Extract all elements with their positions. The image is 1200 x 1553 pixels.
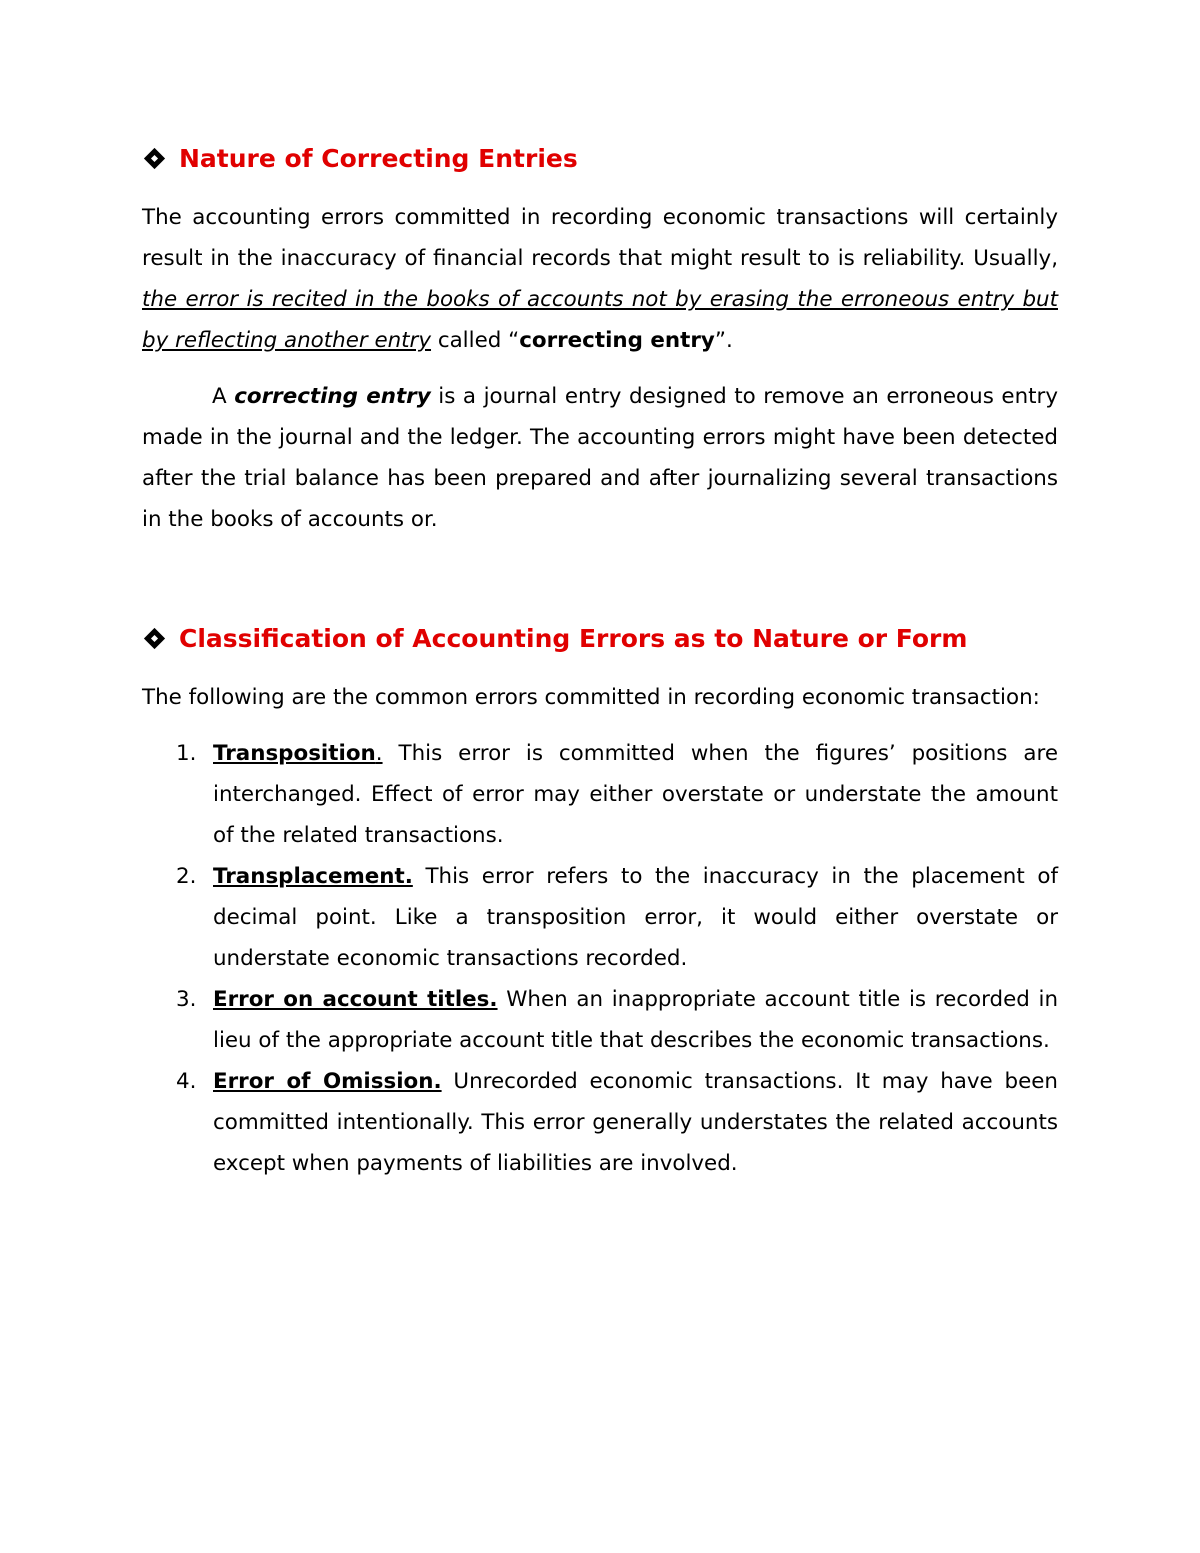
correcting-entry-term: correcting entry bbox=[234, 384, 431, 409]
error-term: Transplacement. bbox=[213, 864, 413, 889]
document-page bbox=[142, 138, 1058, 1184]
list-number: 1. bbox=[176, 741, 197, 766]
list-number: 2. bbox=[176, 864, 197, 889]
list-item bbox=[142, 1061, 1058, 1184]
error-description: This error refers to the inaccuracy in the placement of decimal point. Like a transposition error, it would either overstate or understate economic transactions recorded. bbox=[213, 864, 1058, 971]
heading-text: Nature of Correcting Entries bbox=[179, 143, 578, 173]
paragraph-nature-2: A correcting entry is a journal entry designed to remove an erroneous entry made in the journal and the ledger. The accounting errors might have been detected after the trial balance has been prepared and after journalizing several transactions in the books of accounts or. bbox=[142, 384, 1058, 532]
list-number: 4. bbox=[176, 1069, 197, 1094]
diamond-bullet-icon bbox=[144, 147, 165, 168]
section-heading-nature bbox=[142, 138, 1058, 178]
error-description: This error is committed when the figures’ positions are interchanged. Effect of error may either overstate or understate the amount of the related transactions. bbox=[213, 741, 1058, 848]
error-term: Error on account titles. bbox=[213, 987, 498, 1012]
list-item bbox=[142, 856, 1058, 979]
section-heading-classification bbox=[142, 618, 1058, 658]
list-number: 3. bbox=[176, 987, 197, 1012]
error-description: When an inappropriate account title is recorded in lieu of the appropriate account title that describes the economic transactions. bbox=[213, 987, 1058, 1053]
correcting-entry-term: correcting entry bbox=[519, 328, 715, 353]
paragraph-nature-1: The accounting errors committed in recording economic transactions will certainly result in the inaccuracy of financial records that might result to is reliability. Usually, the error is recited in the books of accounts not by erasing the erroneous entry but by reflecting another entry called “correcting entry”. bbox=[142, 205, 1058, 353]
diamond-bullet-icon bbox=[144, 627, 165, 648]
error-list bbox=[142, 733, 1058, 1184]
error-term: Transposition bbox=[213, 741, 376, 766]
heading-text: Classification of Accounting Errors as to Nature or Form bbox=[179, 623, 968, 653]
error-description: Unrecorded economic transactions. It may have been committed intentionally. This error generally understates the related accounts except when payments of liabilities are involved. bbox=[213, 1069, 1058, 1176]
error-term: Error of Omission. bbox=[213, 1069, 442, 1094]
underlined-emphasis: the error is recited in the books of accounts not by erasing the erroneous entry but by reflecting another entry bbox=[142, 287, 1058, 353]
list-item bbox=[142, 979, 1058, 1061]
paragraph-classification-intro: The following are the common errors committed in recording economic transaction: bbox=[142, 685, 1040, 710]
list-item: 1. Transposition. This error is committed when the figures’ positions are interchanged. Effect of error may either overstate or understate the amount of the related transactions. bbox=[142, 733, 1058, 856]
